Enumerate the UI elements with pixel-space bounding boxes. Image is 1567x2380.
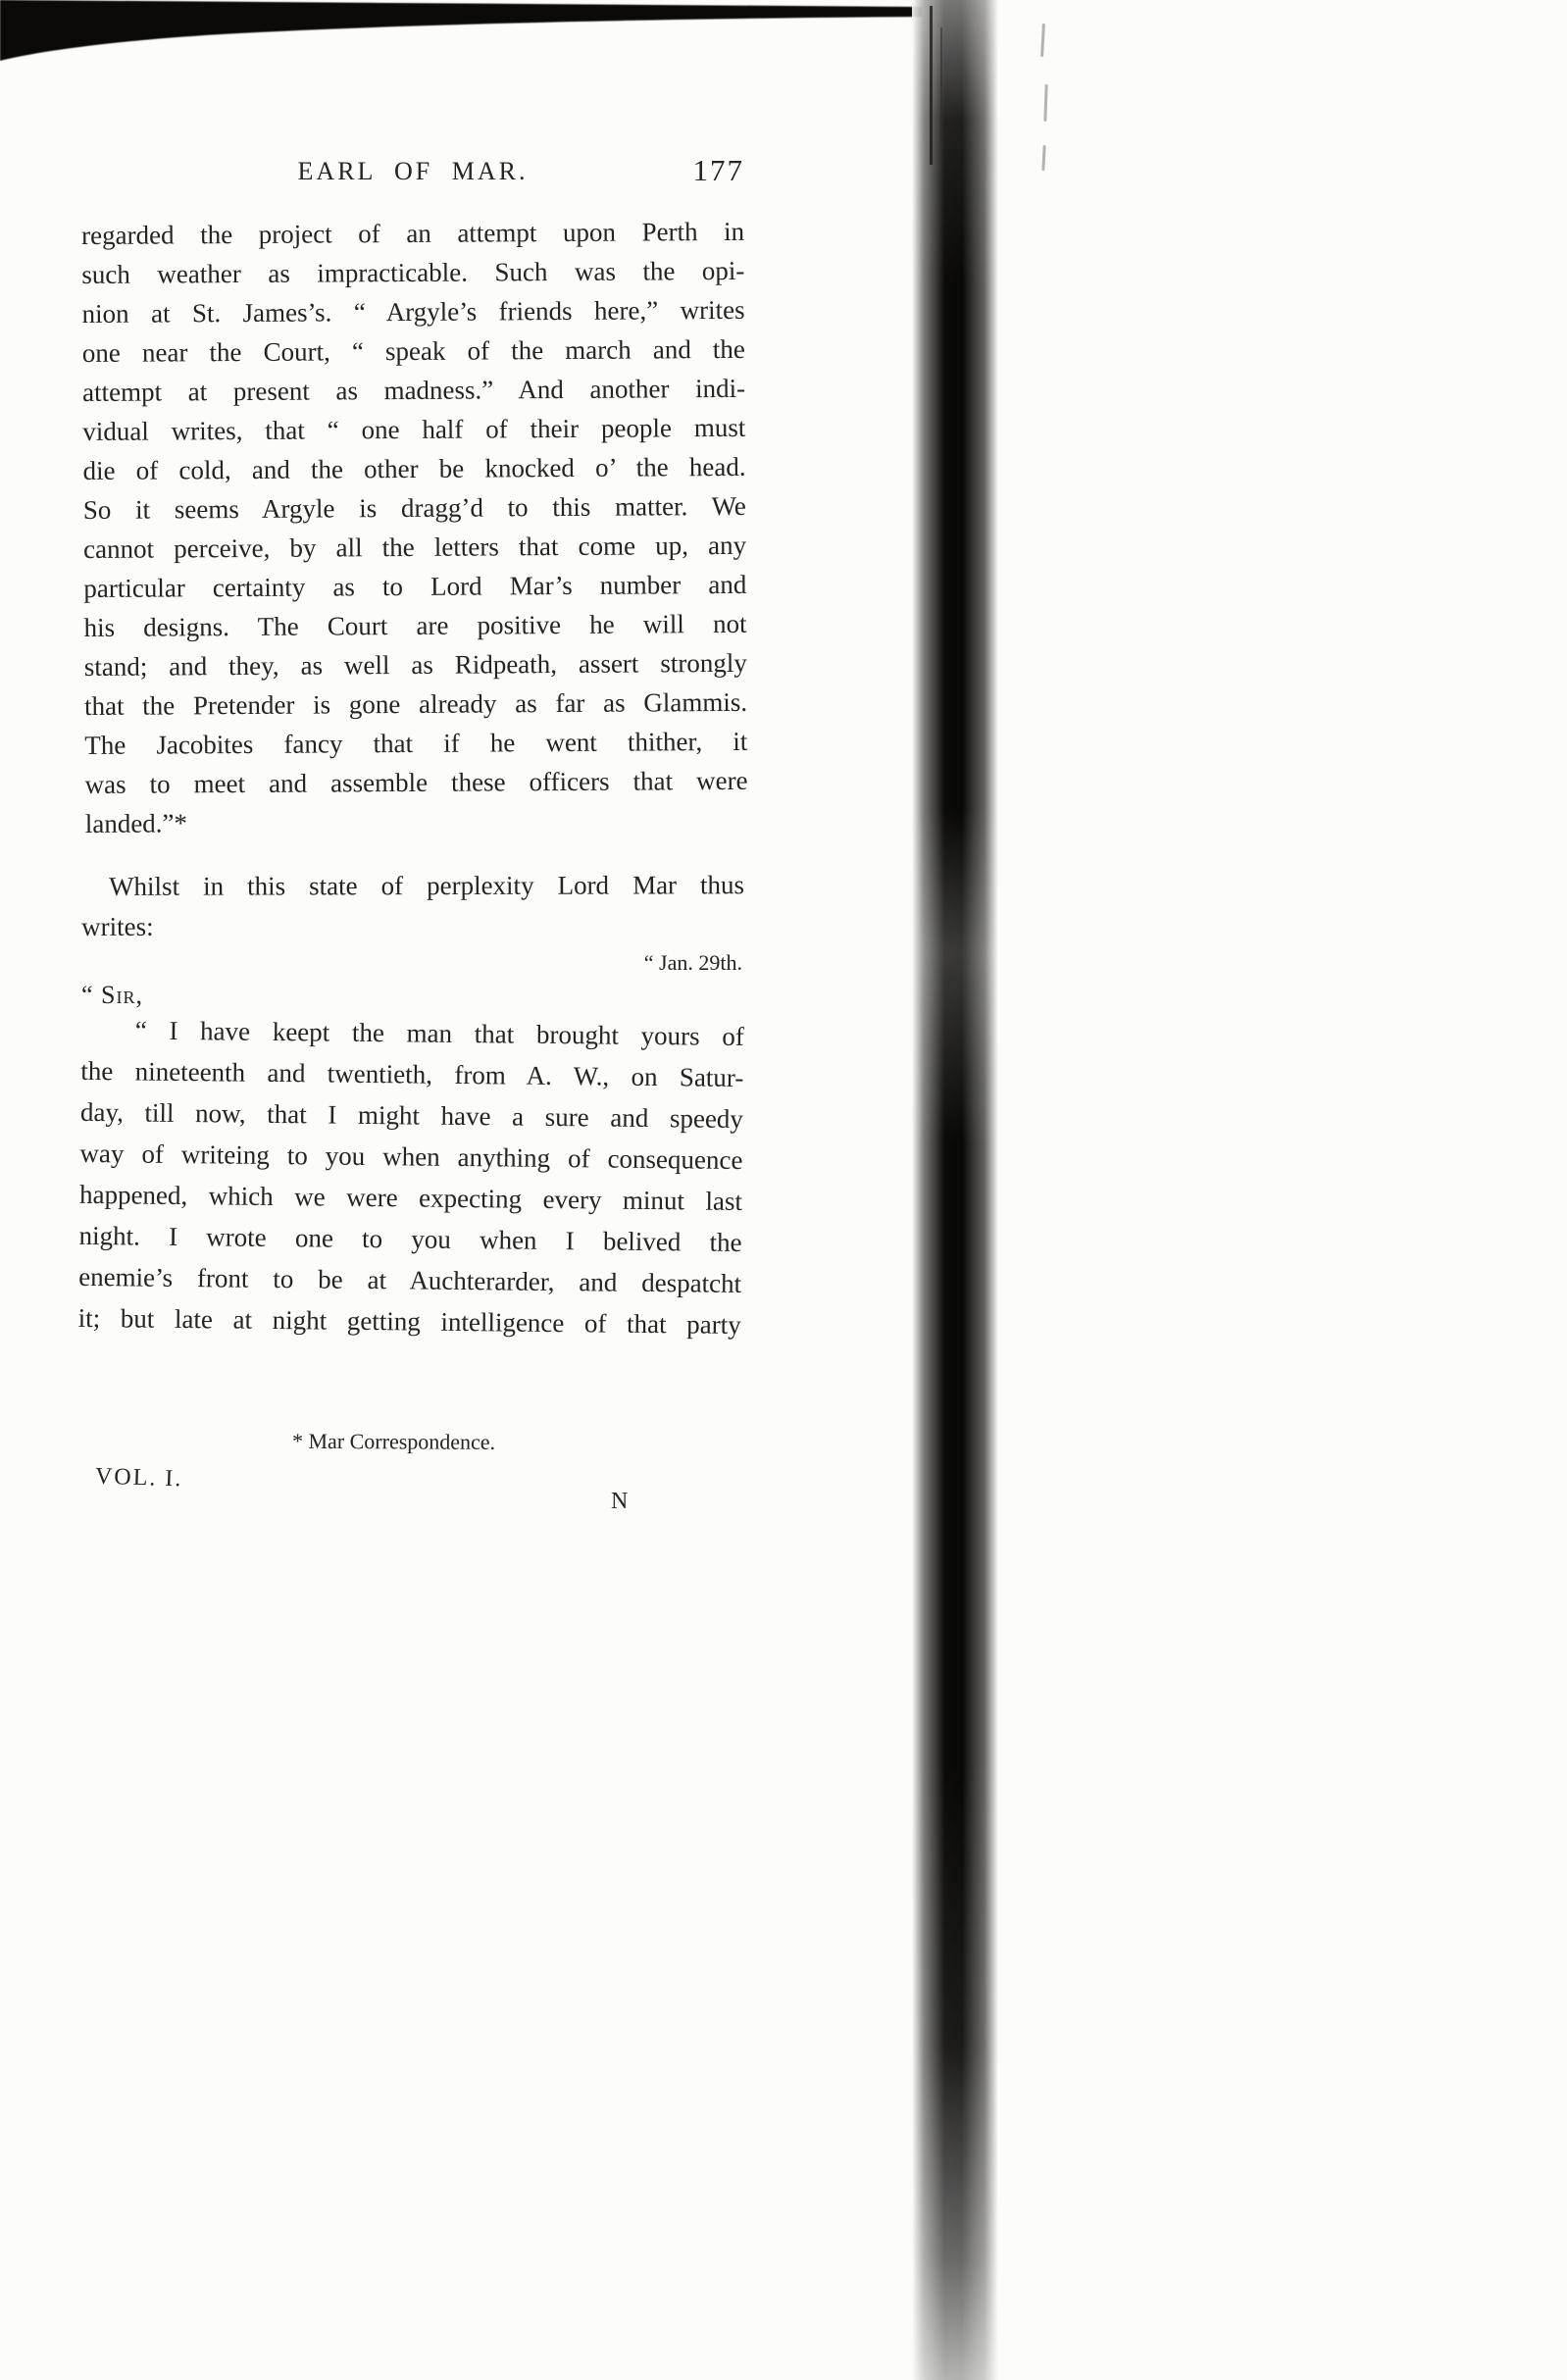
text-line: that the Pretender is gone already as far as Glammis. bbox=[83, 686, 748, 721]
scan-artifact-dash bbox=[1043, 84, 1047, 122]
text-line: regarded the project of an attempt upon Perth in bbox=[81, 216, 745, 250]
scan-artifact-line bbox=[930, 6, 933, 165]
text-line: nion at St. James’s. “ Argyle’s friends here,” writes bbox=[81, 294, 745, 329]
text-line: was to meet and assemble these officers that were bbox=[84, 765, 748, 799]
text-line: the nineteenth and twentieth, from A. W., on Satur- bbox=[80, 1055, 744, 1092]
text-line: The Jacobites fancy that if he went thither, it bbox=[84, 726, 748, 760]
text-column bbox=[77, 153, 748, 1524]
text-line: day, till now, that I might have a sure and speedy bbox=[79, 1096, 744, 1134]
page-header bbox=[81, 153, 744, 190]
text-line: particular certainty as to Lord Mar’s number and bbox=[83, 569, 747, 603]
text-line: night. I wrote one to you when I belived the bbox=[78, 1220, 742, 1257]
footnote: * Mar Correspondence. bbox=[291, 1428, 496, 1454]
text-line: “ I have keept the man that brought yours of bbox=[134, 1015, 744, 1051]
text-line: landed.”* bbox=[84, 808, 188, 838]
text-line: one near the Court, “ speak of the march and the bbox=[81, 333, 745, 368]
text-line: writes: bbox=[81, 911, 154, 941]
text-line: So it seems Argyle is dragg’d to this matter. We bbox=[82, 490, 746, 525]
text-line: it; but late at night getting intelligence of that party bbox=[77, 1302, 741, 1340]
binding-shadow bbox=[912, 0, 998, 2380]
scan-artifact-dash bbox=[1041, 145, 1045, 171]
text-line: Whilst in this state of perplexity Lord Mar thus bbox=[109, 870, 745, 901]
scan-artifact-dash bbox=[1040, 24, 1045, 57]
text-line: die of cold, and the other be knocked o’ the head. bbox=[82, 451, 746, 485]
page-footer bbox=[81, 1465, 744, 1524]
page-number: 177 bbox=[692, 153, 744, 187]
text-line: vidual writes, that “ one half of their people must bbox=[82, 412, 746, 446]
letter-salutation: “ Sir, bbox=[81, 981, 143, 1009]
text-line: way of writeing to you when anything of consequence bbox=[79, 1138, 743, 1175]
body-paragraph bbox=[81, 212, 748, 843]
text-line: cannot perceive, by all the letters that come up, any bbox=[82, 530, 747, 564]
text-line: attempt at present as madness.” And another indi- bbox=[82, 373, 746, 407]
volume-label: VOL. I. bbox=[94, 1463, 183, 1493]
body-paragraph bbox=[81, 865, 744, 947]
text-line: stand; and they, as well as Ridpeath, assert strongly bbox=[83, 647, 747, 682]
scan-artifact-top-wedge bbox=[0, 0, 927, 69]
scan-artifact-line bbox=[940, 27, 942, 143]
letter-body bbox=[78, 1009, 744, 1345]
text-line: such weather as impracticable. Such was the opi- bbox=[81, 255, 745, 289]
text-line: enemie’s front to be at Auchterarder, and despatcht bbox=[78, 1261, 742, 1298]
running-title: EARL OF MAR. bbox=[297, 157, 529, 185]
text-line: his designs. The Court are positive he will not bbox=[83, 608, 747, 642]
letter-dateline: “ Jan. 29th. bbox=[643, 950, 742, 975]
signature-mark: N bbox=[611, 1489, 629, 1514]
text-line: happened, which we were expecting every minut last bbox=[78, 1179, 743, 1216]
